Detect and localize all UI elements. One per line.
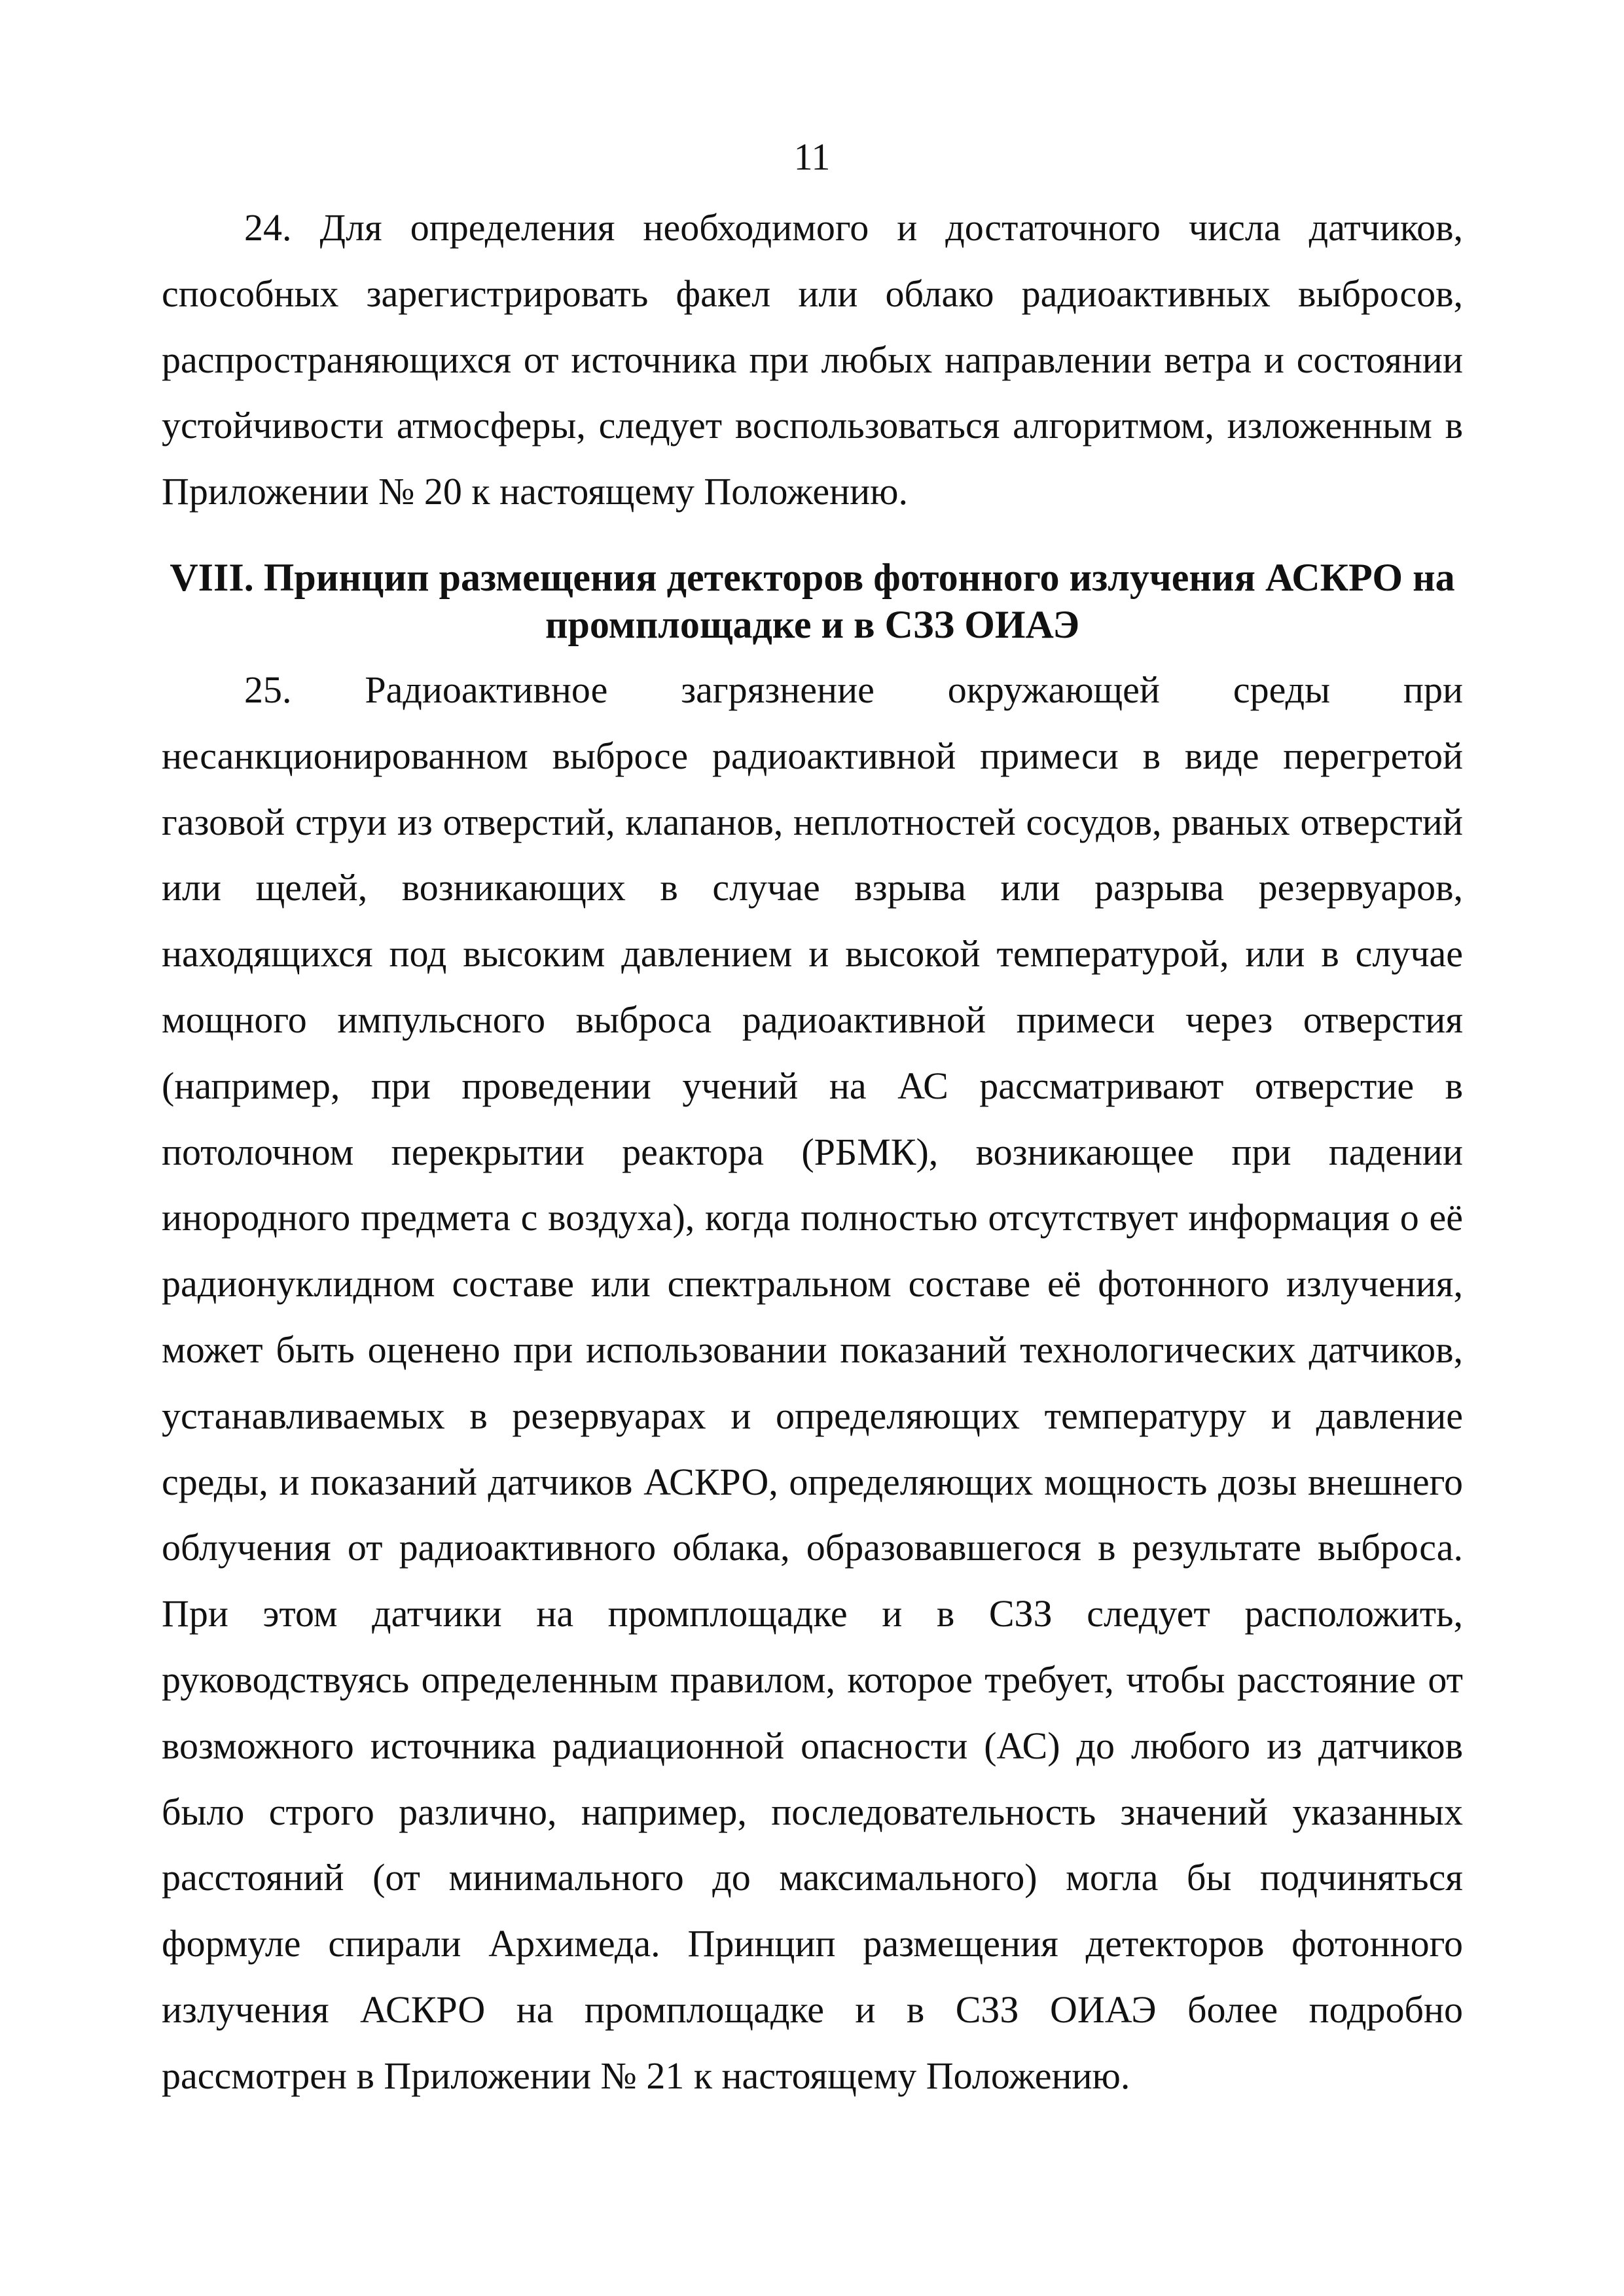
paragraph-24: 24. Для определения необходимого и достаточного числа датчиков, способных зарегистрировать факел или облако радиоактивных выбросов, распространяющихся от источника при любых направлении ветра и состоянии устойчивости атмосферы, следует воспользоваться алгоритмом, изложенным в Приложении № 20 к настоящему Положению. [162,206,1463,513]
section-heading [162,554,1463,648]
section-heading-line-2: промплощадке и в СЗЗ ОИАЭ [545,602,1080,646]
section-heading-line-1: VIII. Принцип размещения детекторов фотонного излучения АСКРО на [170,555,1455,599]
document-body [162,195,1463,2109]
paragraph-25: 25. Радиоактивное загрязнение окружающей среды при несанкционированном выбросе радиоактивной примеси в виде перегретой газовой струи из отверстий, клапанов, неплотностей сосудов, рваных отверстий или щелей, возникающих в случае взрыва или разрыва резервуаров, находящихся под высоким давлением и высокой температурой, или в случае мощного импульсного выброса радиоактивной примеси через отверстия (например, при проведении учений на АС рассматривают отверстие в потолочном перекрытии реактора (РБМК), возникающее при падении инородного предмета с воздуха), когда полностью отсутствует информация о её радионуклидном составе или спектральном составе её фотонного излучения, может быть оценено при использовании показаний технологических датчиков, устанавливаемых в резервуарах и определяющих температуру и давление среды, и показаний датчиков АСКРО, определяющих мощность дозы внешнего облучения от радиоактивного облака, образовавшегося в результате выброса. При этом датчики на промплощадке и в СЗЗ следует расположить, руководствуясь определенным правилом, которое требует, чтобы расстояние от возможного источника радиационной опасности (АС) до любого из датчиков было строго различно, например, последовательность значений указанных расстояний (от минимального до максимального) могла бы подчиняться формуле спирали Архимеда. Принцип размещения детекторов фотонного излучения АСКРО на промплощадке и в СЗЗ ОИАЭ более подробно рассмотрен в Приложении № 21 к настоящему Положению. [162,668,1463,2097]
page-number: 11 [793,136,831,178]
